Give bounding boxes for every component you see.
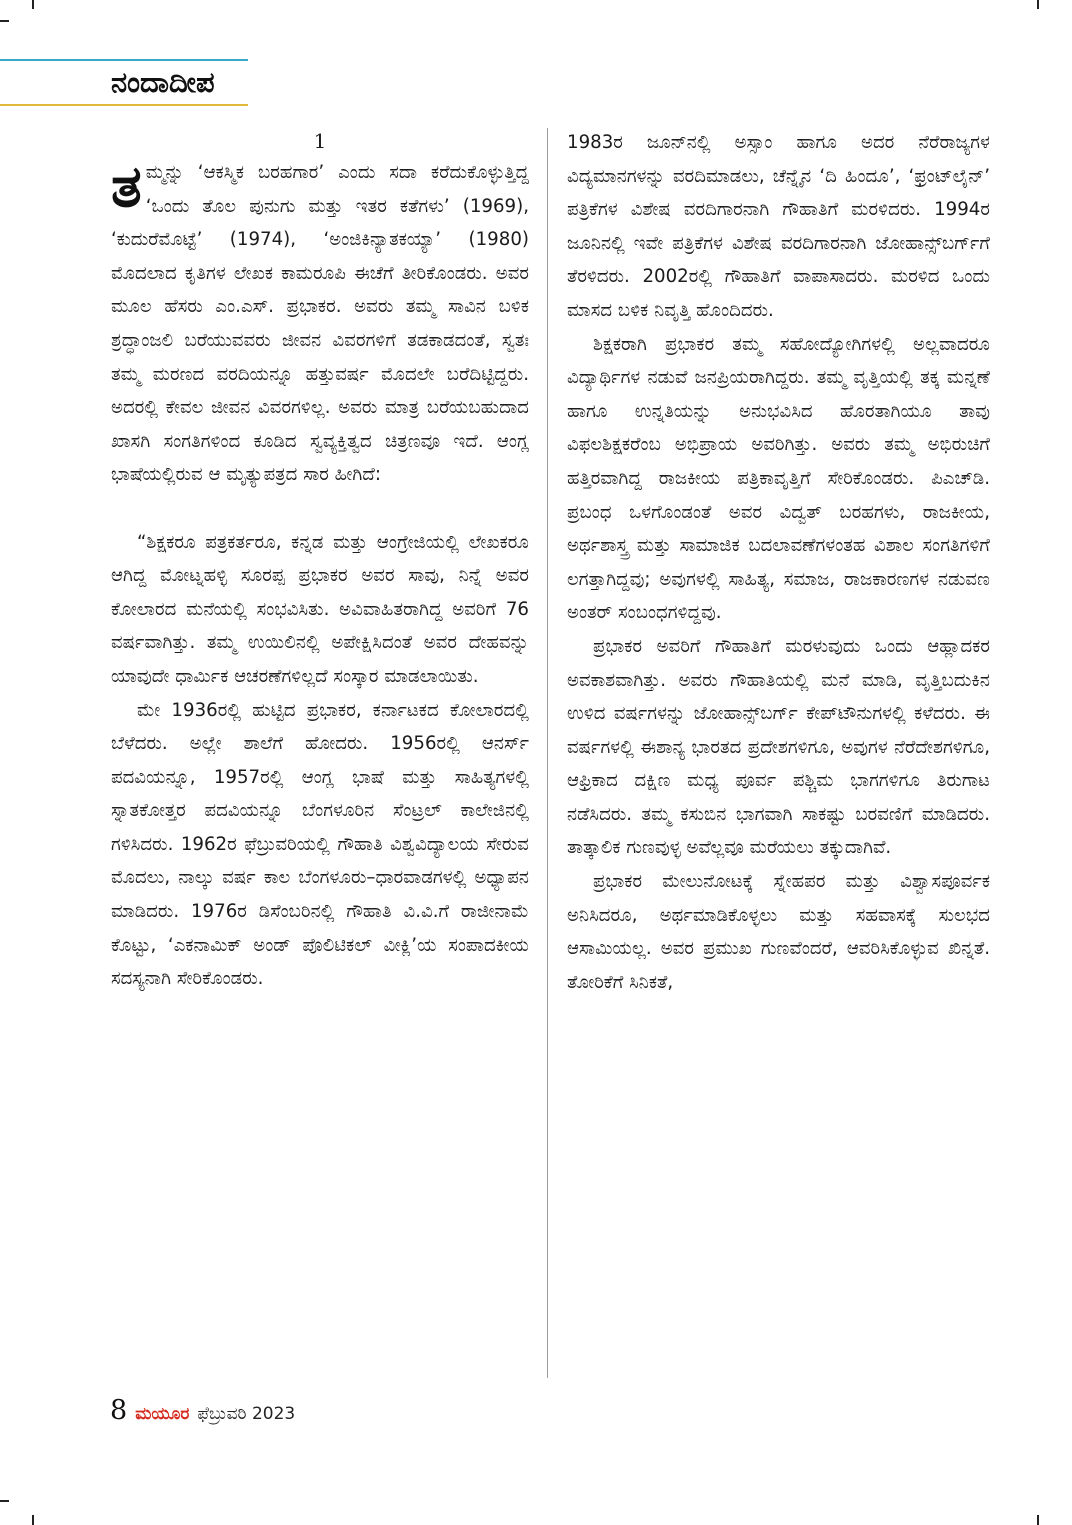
- drop-cap: ತ: [111, 152, 142, 220]
- magazine-logo: ಮಯೂರ: [135, 1404, 190, 1424]
- issue-date: ಫೆಬ್ರುವರಿ 2023: [197, 1404, 296, 1424]
- article-paragraph: ಮೇ 1936ರಲ್ಲಿ ಹುಟ್ಟಿದ ಪ್ರಭಾಕರ, ಕರ್ನಾಟಕದ ಕೋಲಾರದಲ್ಲಿ ಬೆಳೆದರು. ಅಲ್ಲೇ ಶಾಲೆಗೆ ಹೋದರು. 1956ರಲ್ಲಿ ಆನರ್ಸ್ ಪದವಿಯನ್ನೂ, 1957ರಲ್ಲಿ ಆಂಗ್ಲ ಭಾಷೆ ಮತ್ತು ಸಾಹಿತ್ಯಗಳಲ್ಲಿ ಸ್ನಾತಕೋತ್ತರ ಪದವಿಯನ್ನೂ ಬೆಂಗಳೂರಿನ ಸೆಂಟ್ರಲ್ ಕಾಲೇಜಿನಲ್ಲಿ ಗಳಿಸಿದರು. 1962ರ ಫೆಬ್ರುವರಿಯಲ್ಲಿ ಗೌಹಾತಿ ವಿಶ್ವವಿದ್ಯಾಲಯ ಸೇರುವ ಮೊದಲು, ನಾಲ್ಕು ವರ್ಷ ಕಾಲ ಬೆಂಗಳೂರು–ಧಾರವಾಡಗಳಲ್ಲಿ ಅಧ್ಯಾಪನ ಮಾಡಿದರು. 1976ರ ಡಿಸೆಂಬರಿನಲ್ಲಿ ಗೌಹಾತಿ ವಿ.ವಿ.ಗೆ ರಾಜೀನಾಮೆ ಕೊಟ್ಟು, ‘ಎಕನಾಮಿಕ್ ಅಂಡ್ ಪೊಲಿಟಿಕಲ್ ವೀಕ್ಲಿ’ಯ ಸಂಪಾದಕೀಯ ಸದಸ್ಯನಾಗಿ ಸೇರಿಕೊಂಡರು.: [111, 699, 529, 990]
- paragraph-text: ಮ್ಮನ್ನು ‘ಆಕಸ್ಮಿಕ ಬರಹಗಾರ’ ಎಂದು ಸದಾ ಕರೆದುಕೊಳ್ಳುತ್ತಿದ್ದ ‘ಒಂದು ತೊಲ ಪುನುಗು ಮತ್ತು ಇತರ ಕತೆಗಳು’ (1969), ‘ಕುದುರೆಮೊಟ್ಟೆ’ (1974), ‘ಅಂಜಿಕಿನ್ಯಾತಕಯ್ಯಾ’ (1980) ಮೊದಲಾದ ಕೃತಿಗಳ ಲೇಖಕ ಕಾಮರೂಪಿ ಈಚೆಗೆ ತೀರಿಕೊಂಡರು. ಅವರ ಮೂಲ ಹೆಸರು ಎಂ.ಎಸ್. ಪ್ರಭಾಕರ. ಅವರು ತಮ್ಮ ಸಾವಿನ ಬಳಿಕ ಶ್ರದ್ಧಾಂಜಲಿ ಬರೆಯುವವರು ಜೀವನ ವಿವರಗಳಿಗೆ ತಡಕಾಡದಂತೆ, ಸ್ವತಃ ತಮ್ಮ ಮರಣದ ವರದಿಯನ್ನೂ ಹತ್ತುವರ್ಷ ಮೊದಲೇ ಬರೆದಿಟ್ಟಿದ್ದರು. ಅದರಲ್ಲಿ ಕೇವಲ ಜೀವನ ವಿವರಗಳಿಲ್ಲ. ಅವರು ಮಾತ್ರ ಬರೆಯಬಹುದಾದ ಖಾಸಗಿ ಸಂಗತಿಗಳಿಂದ ಕೂಡಿದ ಸ್ವವ್ಯಕ್ತಿತ್ವದ ಚಿತ್ರಣವೂ ಇದೆ. ಆಂಗ್ಲ ಭಾಷೆಯಲ್ಲಿರುವ ಆ ಮೃತ್ಯುಪತ್ರದ ಸಾರ ಹೀಗಿದೆ:: [111, 162, 529, 486]
- article-paragraph: ಪ್ರಭಾಕರ ಅವರಿಗೆ ಗೌಹಾತಿಗೆ ಮರಳುವುದು ಒಂದು ಆಹ್ಲಾದಕರ ಅವಕಾಶವಾಗಿತ್ತು. ಅವರು ಗೌಹಾತಿಯಲ್ಲಿ ಮನೆ ಮಾಡಿ, ವೃತ್ತಿಬದುಕಿನ ಉಳಿದ ವರ್ಷಗಳನ್ನು ಜೋಹಾನ್ಸ್‌ಬರ್ಗ್ ಕೇಪ್‌ಟೌನುಗಳಲ್ಲಿ ಕಳೆದರು. ಈ ವರ್ಷಗಳಲ್ಲಿ ಈಶಾನ್ಯ ಭಾರತದ ಪ್ರದೇಶಗಳಿಗೂ, ಅವುಗಳ ನೆರೆದೇಶಗಳಿಗೂ, ಆಫ್ರಿಕಾದ ದಕ್ಷಿಣ ಮಧ್ಯ ಪೂರ್ವ ಪಶ್ಚಿಮ ಭಾಗಗಳಿಗೂ ತಿರುಗಾಟ ನಡೆಸಿದರು. ತಮ್ಮ ಕಸುಬಿನ ಭಾಗವಾಗಿ ಸಾಕಷ್ಟು ಬರವಣಿಗೆ ಮಾಡಿದರು. ತಾತ್ಕಾಲಿಕ ಗುಣವುಳ್ಳ ಅವೆಲ್ಲವೂ ಮರೆಯಲು ತಕ್ಕುದಾಗಿವೆ.: [567, 635, 990, 859]
- crop-mark: [1037, 1515, 1039, 1525]
- article-paragraph: ಶಿಕ್ಷಕರಾಗಿ ಪ್ರಭಾಕರ ತಮ್ಮ ಸಹೋದ್ಯೋಗಿಗಳಲ್ಲಿ ಅಲ್ಲವಾದರೂ ವಿದ್ಯಾರ್ಥಿಗಳ ನಡುವೆ ಜನಪ್ರಿಯರಾಗಿದ್ದರು. ತಮ್ಮ ವೃತ್ತಿಯಲ್ಲಿ ತಕ್ಕ ಮನ್ನಣೆ ಹಾಗೂ ಉನ್ನತಿಯನ್ನು ಅನುಭವಿಸಿದ ಹೊರತಾಗಿಯೂ ತಾವು ವಿಫಲಶಿಕ್ಷಕರೆಂಬ ಅಭಿಪ್ರಾಯ ಅವರಿಗಿತ್ತು. ಅವರು ತಮ್ಮ ಅಭಿರುಚಿಗೆ ಹತ್ತಿರವಾಗಿದ್ದ ರಾಜಕೀಯ ಪತ್ರಿಕಾವೃತ್ತಿಗೆ ಸೇರಿಕೊಂಡರು. ಪಿಎಚ್‌ಡಿ. ಪ್ರಬಂಧ ಒಳಗೊಂಡಂತೆ ಅವರ ವಿದ್ವತ್ ಬರಹಗಳು, ರಾಜಕೀಯ, ಅರ್ಥಶಾಸ್ತ್ರ ಮತ್ತು ಸಾಮಾಜಿಕ ಬದಲಾವಣೆಗಳಂತಹ ವಿಶಾಲ ಸಂಗತಿಗಳಿಗೆ ಲಗತ್ತಾಗಿದ್ದವು; ಅವುಗಳಲ್ಲಿ ಸಾಹಿತ್ಯ, ಸಮಾಜ, ರಾಜಕಾರಣಗಳ ನಡುವಣ ಅಂತರ್ ಸಂಬಂಧಗಳಿದ್ದವು.: [567, 333, 990, 624]
- crop-mark: [32, 1515, 34, 1525]
- article-paragraph: ಪ್ರಭಾಕರ ಮೇಲುನೋಟಕ್ಕೆ ಸ್ನೇಹಪರ ಮತ್ತು ವಿಶ್ವಾಸಪೂರ್ವಕ ಅನಿಸಿದರೂ, ಅರ್ಥಮಾಡಿಕೊಳ್ಳಲು ಮತ್ತು ಸಹವಾಸಕ್ಕೆ ಸುಲಭದ ಆಸಾಮಿಯಲ್ಲ. ಅವರ ಪ್ರಮುಖ ಗುಣವೆಂದರೆ, ಆವರಿಸಿಕೊಳ್ಳುವ ಖಿನ್ನತೆ. ತೋರಿಕೆಗೆ ಸಿನಿಕತೆ,: [567, 871, 990, 993]
- crop-mark: [0, 1500, 9, 1502]
- chapter-number: 1: [313, 129, 327, 153]
- article-paragraph: 1983ರ ಜೂನ್‌ನಲ್ಲಿ ಅಸ್ಸಾಂ ಹಾಗೂ ಅದರ ನೆರೆರಾಜ್ಯಗಳ ವಿದ್ಯಮಾನಗಳನ್ನು ವರದಿಮಾಡಲು, ಚೆನ್ನೈನ ‘ದಿ ಹಿಂದೂ’, ‘ಫ್ರಂಟ್‌ಲೈನ್’ ಪತ್ರಿಕೆಗಳ ವಿಶೇಷ ವರದಿಗಾರನಾಗಿ ಗೌಹಾತಿಗೆ ಮರಳಿದರು. 1994ರ ಜೂನಿನಲ್ಲಿ ಇವೇ ಪತ್ರಿಕೆಗಳ ವಿಶೇಷ ವರದಿಗಾರನಾಗಿ ಜೋಹಾನ್ಸ್‌ಬರ್ಗ್‌ಗೆ ತೆರಳಿದರು. 2002ರಲ್ಲಿ ಗೌಹಾತಿಗೆ ವಾಪಾಸಾದರು. ಮರಳಿದ ಒಂದು ಮಾಸದ ಬಳಿಕ ನಿವೃತ್ತಿ ಹೊಂದಿದರು.: [567, 132, 990, 321]
- page-number: 8: [110, 1395, 128, 1426]
- section-title: ನಂದಾದೀಪ: [111, 65, 215, 99]
- header-rule-bottom: [0, 104, 248, 106]
- article-paragraph: [111, 152, 529, 492]
- article-column-left: [111, 126, 529, 1365]
- header-rule-top: [0, 59, 248, 61]
- crop-mark: [32, 0, 34, 9]
- article-paragraph: “ಶಿಕ್ಷಕರೂ ಪತ್ರಕರ್ತರೂ, ಕನ್ನಡ ಮತ್ತು ಆಂಗ್ರೇಜಿಯಲ್ಲಿ ಲೇಖಕರೂ ಆಗಿದ್ದ ಮೋಟ್ನಹಳ್ಳಿ ಸೂರಪ್ಪ ಪ್ರಭಾಕರ ಅವರ ಸಾವು, ನಿನ್ನೆ ಅವರ ಕೋಲಾರದ ಮನೆಯಲ್ಲಿ ಸಂಭವಿಸಿತು. ಅವಿವಾಹಿತರಾಗಿದ್ದ ಅವರಿಗೆ 76 ವರ್ಷವಾಗಿತ್ತು. ತಮ್ಮ ಉಯಿಲಿನಲ್ಲಿ ಅಪೇಕ್ಷಿಸಿದಂತೆ ಅವರ ದೇಹವನ್ನು ಯಾವುದೇ ಧಾರ್ಮಿಕ ಆಚರಣೆಗಳಿಲ್ಲದೆ ಸಂಸ್ಕಾರ ಮಾಡಲಾಯಿತು.: [111, 531, 529, 687]
- crop-mark: [1037, 0, 1039, 9]
- crop-mark: [0, 20, 9, 22]
- column-divider: [547, 128, 548, 1378]
- article-column-right: [567, 126, 990, 1365]
- page-footer: [110, 1395, 295, 1431]
